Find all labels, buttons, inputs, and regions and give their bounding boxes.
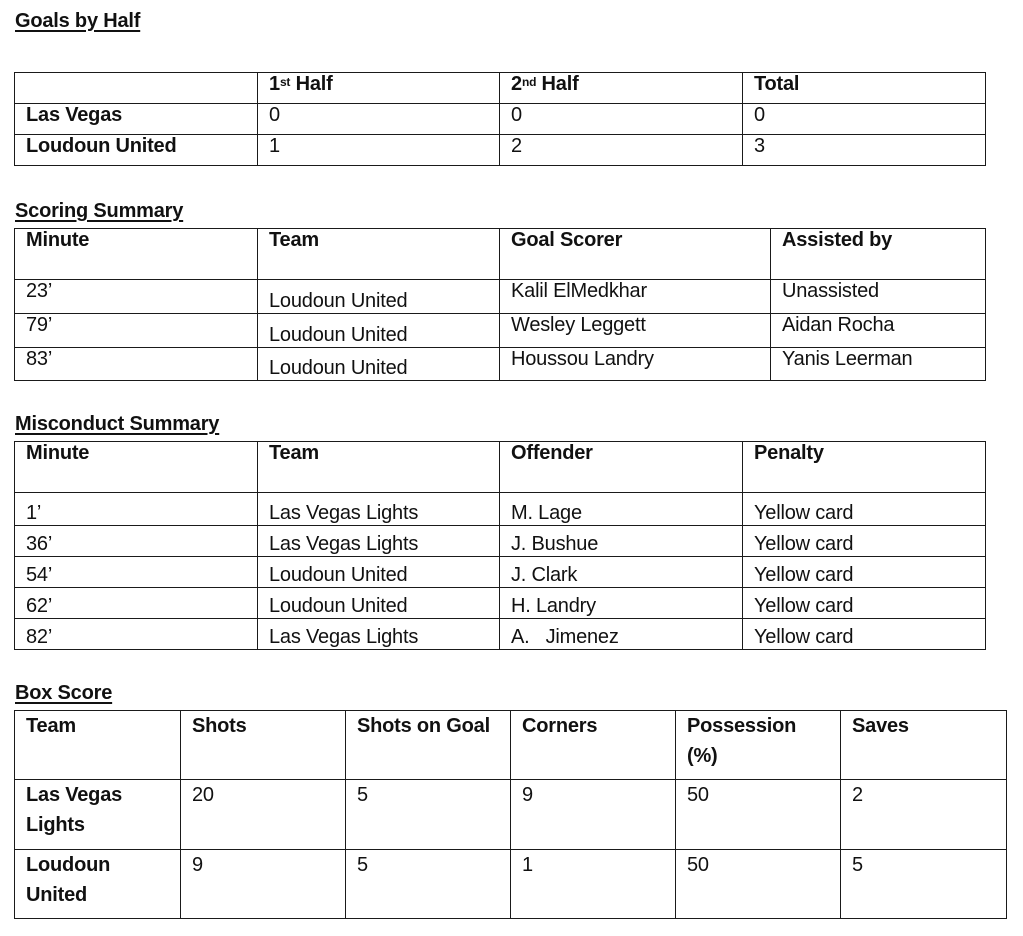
goals-total-cell: 0: [743, 104, 986, 135]
goals-header-first-half: 1st Half: [258, 73, 500, 104]
misconduct-penalty-cell: Yellow card: [743, 619, 986, 650]
goals-first-half-cell: 0: [258, 104, 500, 135]
box-possession-cell: 50: [676, 850, 841, 919]
misconduct-penalty-cell: Yellow card: [743, 557, 986, 588]
scoring-header-row: [15, 229, 986, 280]
goals-header-row: [15, 73, 986, 104]
misconduct-offender-cell: M. Lage: [500, 493, 743, 526]
misconduct-offender-cell: H. Landry: [500, 588, 743, 619]
misconduct-team-cell: Las Vegas Lights: [258, 526, 500, 557]
box-corners-cell: 1: [511, 850, 676, 919]
table-row: [15, 348, 986, 381]
scoring-team-cell: Loudoun United: [258, 348, 500, 381]
misconduct-header-minute: Minute: [15, 442, 258, 493]
misconduct-header-penalty: Penalty: [743, 442, 986, 493]
goals-by-half-heading: Goals by Half: [15, 10, 141, 32]
scoring-minute-cell: 83’: [15, 348, 258, 381]
scoring-header-minute: Minute: [15, 229, 258, 280]
box-team-cell: Las Vegas Lights: [15, 780, 181, 850]
box-shots-on-goal-cell: 5: [346, 780, 511, 850]
table-row: [15, 557, 986, 588]
misconduct-minute-cell: 82’: [15, 619, 258, 650]
goals-team-cell: Loudoun United: [15, 135, 258, 166]
box-header-team: Team: [15, 711, 181, 780]
box-score-table: [14, 710, 1007, 919]
scoring-team-cell: Loudoun United: [258, 314, 500, 348]
scoring-scorer-cell: Houssou Landry: [500, 348, 771, 381]
box-saves-cell: 2: [841, 780, 1007, 850]
misconduct-team-cell: Las Vegas Lights: [258, 493, 500, 526]
scoring-minute-cell: 79’: [15, 314, 258, 348]
misconduct-penalty-cell: Yellow card: [743, 588, 986, 619]
misconduct-header-offender: Offender: [500, 442, 743, 493]
box-header-saves: Saves: [841, 711, 1007, 780]
box-shots-cell: 20: [181, 780, 346, 850]
goals-header-second-half: 2nd Half: [500, 73, 743, 104]
box-header-possession: Possession (%): [676, 711, 841, 780]
misconduct-minute-cell: 36’: [15, 526, 258, 557]
scoring-header-assisted-by: Assisted by: [771, 229, 986, 280]
scoring-scorer-cell: Wesley Leggett: [500, 314, 771, 348]
scoring-minute-cell: 23’: [15, 280, 258, 314]
scoring-scorer-cell: Kalil ElMedkhar: [500, 280, 771, 314]
table-row: [15, 104, 986, 135]
misconduct-minute-cell: 62’: [15, 588, 258, 619]
scoring-assist-cell: Aidan Rocha: [771, 314, 986, 348]
misconduct-team-cell: Loudoun United: [258, 557, 500, 588]
box-header-corners: Corners: [511, 711, 676, 780]
scoring-header-goal-scorer: Goal Scorer: [500, 229, 771, 280]
misconduct-penalty-cell: Yellow card: [743, 493, 986, 526]
misconduct-team-cell: Loudoun United: [258, 588, 500, 619]
scoring-assist-cell: Unassisted: [771, 280, 986, 314]
box-possession-cell: 50: [676, 780, 841, 850]
box-header-shots-on-goal: Shots on Goal: [346, 711, 511, 780]
table-row: [15, 135, 986, 166]
box-score-heading: Box Score: [15, 682, 113, 704]
goals-total-cell: 3: [743, 135, 986, 166]
box-shots-cell: 9: [181, 850, 346, 919]
box-saves-cell: 5: [841, 850, 1007, 919]
goals-header-total: Total: [743, 73, 986, 104]
table-row: [15, 850, 1007, 919]
misconduct-summary-heading: Misconduct Summary: [15, 413, 220, 435]
table-row: [15, 493, 986, 526]
table-row: [15, 588, 986, 619]
scoring-summary-table: [14, 228, 986, 381]
box-shots-on-goal-cell: 5: [346, 850, 511, 919]
goals-header-empty: [15, 73, 258, 104]
goals-by-half-table: [14, 72, 986, 166]
goals-second-half-cell: 2: [500, 135, 743, 166]
scoring-assist-cell: Yanis Leerman: [771, 348, 986, 381]
table-row: [15, 780, 1007, 850]
misconduct-penalty-cell: Yellow card: [743, 526, 986, 557]
box-header-shots: Shots: [181, 711, 346, 780]
box-header-row: [15, 711, 1007, 780]
table-row: [15, 526, 986, 557]
misconduct-offender-cell: A. Jimenez: [500, 619, 743, 650]
goals-second-half-cell: 0: [500, 104, 743, 135]
table-row: [15, 314, 986, 348]
misconduct-minute-cell: 54’: [15, 557, 258, 588]
misconduct-minute-cell: 1’: [15, 493, 258, 526]
goals-team-cell: Las Vegas: [15, 104, 258, 135]
scoring-team-cell: Loudoun United: [258, 280, 500, 314]
box-team-cell: Loudoun United: [15, 850, 181, 919]
scoring-header-team: Team: [258, 229, 500, 280]
misconduct-header-team: Team: [258, 442, 500, 493]
misconduct-offender-cell: J. Clark: [500, 557, 743, 588]
box-corners-cell: 9: [511, 780, 676, 850]
misconduct-summary-table: [14, 441, 986, 650]
misconduct-offender-cell: J. Bushue: [500, 526, 743, 557]
table-row: [15, 280, 986, 314]
misconduct-team-cell: Las Vegas Lights: [258, 619, 500, 650]
scoring-summary-heading: Scoring Summary: [15, 200, 184, 222]
goals-first-half-cell: 1: [258, 135, 500, 166]
misconduct-header-row: [15, 442, 986, 493]
table-row: [15, 619, 986, 650]
